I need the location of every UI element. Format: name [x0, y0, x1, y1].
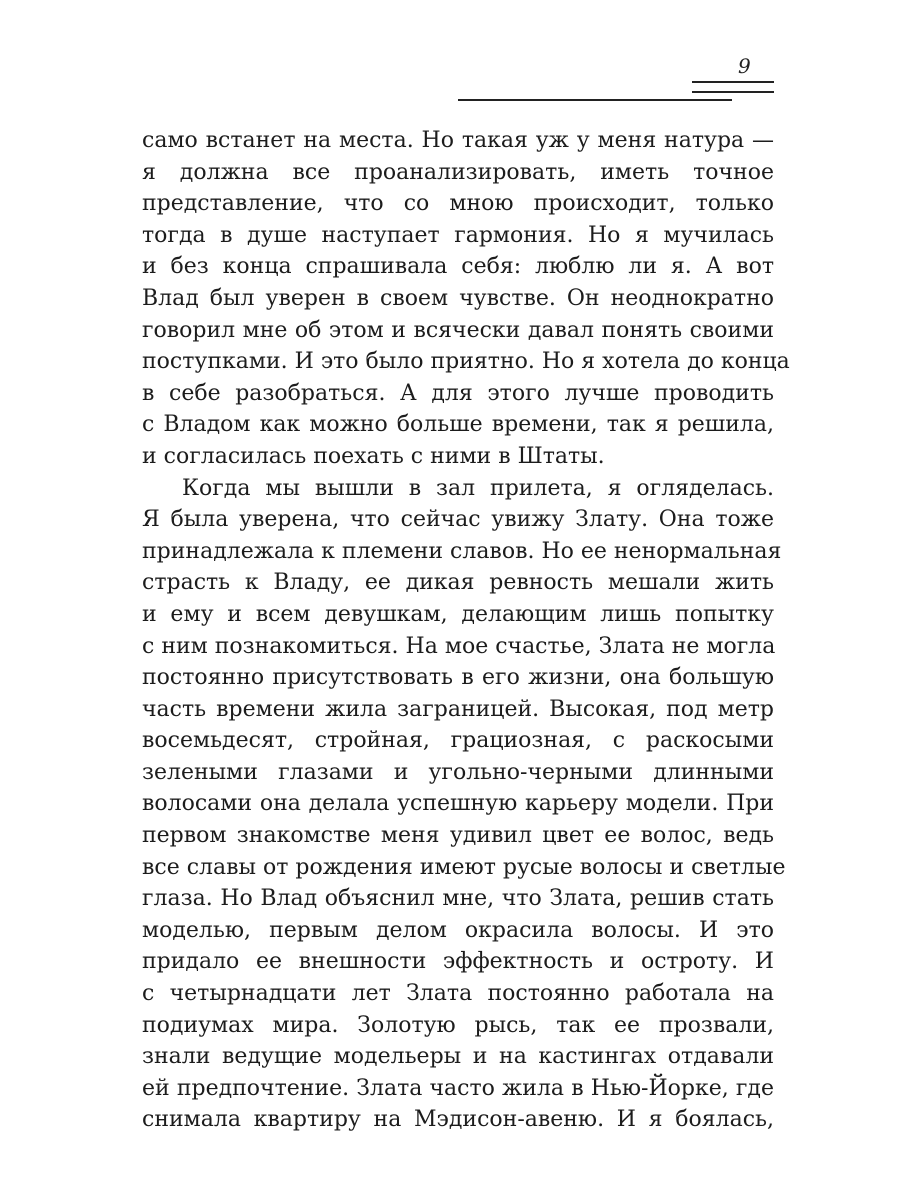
text-line: я должна все проанализировать, иметь точное — [142, 159, 774, 185]
text-line: Влад был уверен в своем чувстве. Он неоднократно — [142, 285, 774, 311]
text-line: все славы от рождения имеют русые волосы и светлые — [142, 854, 786, 880]
text-line: говорил мне об этом и всячески давал понять своими — [142, 317, 774, 343]
text-line: часть времени жила заграницей. Высокая, под метр — [142, 696, 774, 722]
text-line: моделью, первым делом окрасила волосы. И это — [142, 917, 774, 943]
text-line: и без конца спрашивала себя: люблю ли я. А вот — [142, 254, 774, 280]
text-line: первом знакомстве меня удивил цвет ее волос, ведь — [142, 823, 774, 849]
text-line: с ним познакомиться. На мое счастье, Злата не могла — [142, 633, 776, 659]
text-line: Когда мы вышли в зал прилета, я огляделась. — [182, 475, 774, 501]
header-rule-bottom — [458, 99, 732, 101]
text-line: придало ее внешности эффектность и остроту. И — [142, 949, 774, 975]
text-line: тогда в душе наступает гармония. Но я мучилась — [142, 222, 774, 248]
text-line: само встанет на места. Но такая уж у меня натура — — [142, 128, 774, 153]
header-rule-middle — [692, 91, 774, 93]
text-line: поступками. И это было приятно. Но я хотела до конца — [142, 349, 790, 375]
header-rule-top — [692, 81, 774, 83]
text-line: ей предпочтение. Злата часто жила в Нью-Йорке, где — [142, 1075, 774, 1101]
text-line: восемьдесят, стройная, грациозная, с раскосыми — [142, 728, 774, 754]
text-line: глаза. Но Влад объяснил мне, что Злата, решив стать — [142, 886, 774, 912]
text-line: Я была уверена, что сейчас увижу Злату. Она тоже — [142, 507, 774, 533]
text-line: представление, что со мною происходит, только — [142, 191, 774, 217]
text-line: с Владом как можно больше времени, так я решила, — [142, 412, 774, 438]
text-line: принадлежала к племени славов. Но ее ненормальная — [142, 538, 782, 564]
text-line: страсть к Владу, ее дикая ревность мешали жить — [142, 570, 774, 596]
text-line: знали ведущие модельеры и на кастингах отдавали — [142, 1044, 774, 1070]
text-line: зелеными глазами и угольно-черными длинными — [142, 759, 774, 785]
page-number: 9 — [738, 54, 751, 78]
body-text — [142, 125, 790, 1136]
text-line: постоянно присутствовать в его жизни, она большую — [142, 665, 774, 691]
text-line: волосами она делала успешную карьеру модели. При — [142, 791, 774, 817]
text-line: с четырнадцати лет Злата постоянно работала на — [142, 981, 774, 1007]
text-line: и ему и всем девушкам, делающим лишь попытку — [142, 601, 774, 627]
text-line: снимала квартиру на Мэдисон-авеню. И я боялась, — [142, 1107, 774, 1133]
text-line: и согласилась поехать с ними в Штаты. — [142, 443, 605, 469]
text-line: подиумах мира. Золотую рысь, так ее прозвали, — [142, 1012, 774, 1038]
text-line: в себе разобраться. А для этого лучше проводить — [142, 380, 774, 406]
